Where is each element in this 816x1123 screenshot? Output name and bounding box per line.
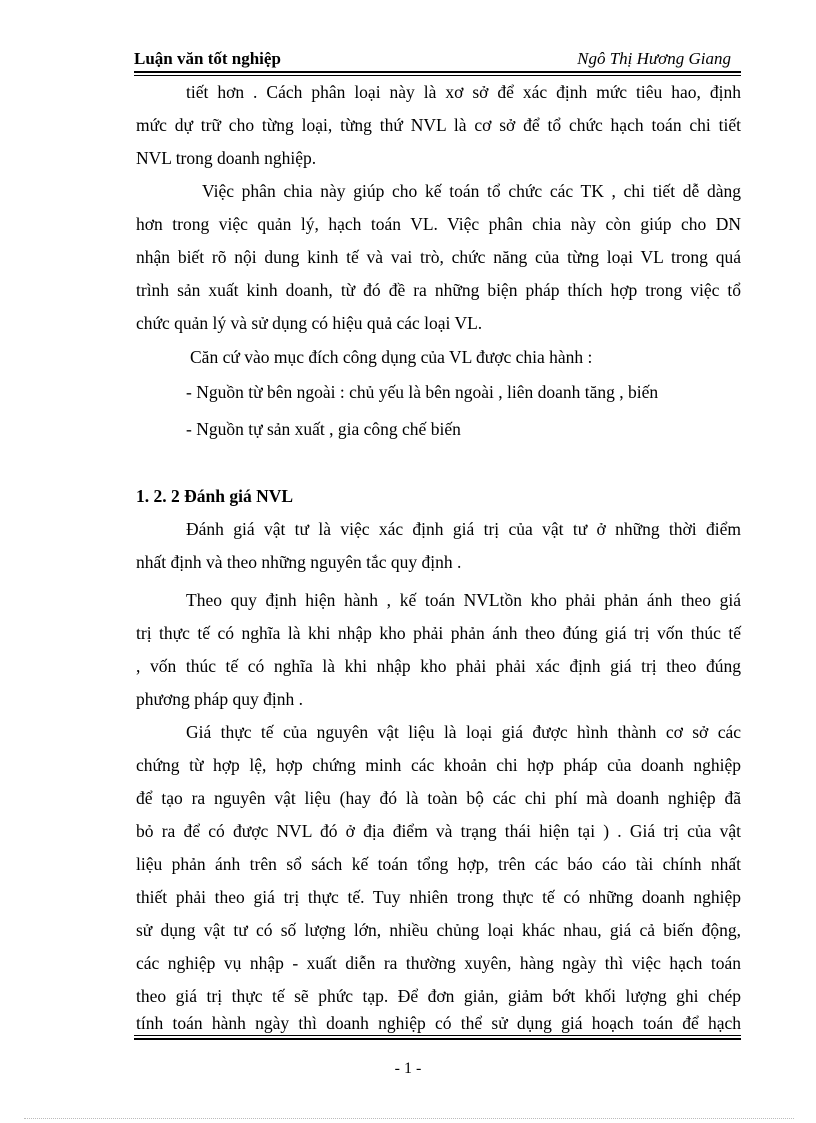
paragraph-line: sử dụng vật tư có số lượng lớn, nhiều chủng loại khác nhau, giá cả biến động,	[136, 920, 741, 940]
list-item: - Nguồn tự sản xuất , gia công chế biến	[186, 419, 461, 439]
paragraph-line: tính toán hành ngày thì doanh nghiệp có thể sử dụng giá hoạch toán để hạch	[136, 1013, 741, 1033]
paragraph-line: theo giá trị thực tế sẽ phức tạp. Để đơn giản, giảm bớt khối lượng ghi chép	[136, 986, 741, 1006]
paragraph-line: tiết hơn . Cách phân loại này là xơ sở để xác định mức tiêu hao, định	[186, 82, 741, 102]
paragraph-line: Việc phân chia này giúp cho kế toán tổ chức các TK , chi tiết dễ dàng	[202, 181, 741, 201]
header-rule	[134, 71, 741, 73]
paragraph-line: bỏ ra để có được NVL đó ở địa điểm và trạng thái hiện tại ) . Giá trị của vật	[136, 821, 741, 841]
paragraph-line: trị thực tế có nghĩa là khi nhập kho phải phản ánh theo đúng giá trị vốn thúc tế	[136, 623, 741, 643]
thesis-title: Luận văn tốt nghiệp	[134, 49, 281, 68]
page-header	[134, 47, 741, 69]
footer-rule	[134, 1038, 741, 1040]
paragraph-line: liệu phản ánh trên sổ sách kế toán tổng hợp, trên các báo cáo tài chính nhất	[136, 854, 741, 874]
paragraph-line: , vốn thúc tế có nghĩa là khi nhập kho phải phải xác định giá trị theo đúng	[136, 656, 741, 676]
paragraph-line: nhất định và theo những nguyên tắc quy định .	[136, 552, 462, 572]
paragraph-line: các nghiệp vụ nhập - xuất diễn ra thường xuyên, hàng ngày thì việc hạch toán	[136, 953, 741, 973]
paragraph-line: NVL trong doanh nghiệp.	[136, 148, 317, 168]
paragraph-line: chứng từ hợp lệ, hợp chứng minh các khoản chi hợp pháp của doanh nghiệp	[136, 755, 741, 775]
paragraph-line: Căn cứ vào mục đích công dụng của VL được chia hành :	[190, 347, 593, 367]
paragraph-line: phương pháp quy định .	[136, 689, 303, 709]
paragraph-line: Đánh giá vật tư là việc xác định giá trị của vật tư ở những thời điểm	[186, 519, 741, 539]
header-rule-thin	[134, 75, 741, 76]
paragraph-line: trình sản xuất kinh doanh, từ đó đề ra những biện pháp thích hợp trong việc tổ	[136, 280, 741, 300]
list-item: - Nguồn từ bên ngoài : chủ yếu là bên ngoài , liên doanh tăng , biến	[186, 382, 659, 402]
paragraph-line: chức quản lý và sử dụng có hiệu quả các loại VL.	[136, 313, 483, 333]
author-name: Ngô Thị Hương Giang	[577, 49, 731, 68]
paragraph-line: Theo quy định hiện hành , kế toán NVLtồn kho phải phản ánh theo giá	[186, 590, 741, 610]
page-edge-divider	[24, 1118, 794, 1119]
paragraph-line: để tạo ra nguyên vật liệu (hay đó là toàn bộ các chi phí mà doanh nghiệp đã	[136, 788, 741, 808]
paragraph-line: nhận biết rõ nội dung kinh tế và vai trò, chức năng của từng loại VL trong quá	[136, 247, 741, 267]
paragraph-line: hơn trong việc quản lý, hạch toán VL. Việc phân chia này còn giúp cho DN	[136, 214, 741, 234]
footer-rule-thin	[134, 1035, 741, 1036]
paragraph-line: mức dự trữ cho từng loại, từng thứ NVL là cơ sở để tổ chức hạch toán chi tiết	[136, 115, 741, 135]
section-heading: 1. 2. 2 Đánh giá NVL	[136, 486, 294, 506]
paragraph-line: Giá thực tế của nguyên vật liệu là loại giá được hình thành cơ sở các	[186, 722, 741, 742]
paragraph-line: thiết phải theo giá trị thực tế. Tuy nhiên trong thực tế có những doanh nghiệp	[136, 887, 741, 907]
page-number: - 1 -	[394, 1060, 422, 1077]
